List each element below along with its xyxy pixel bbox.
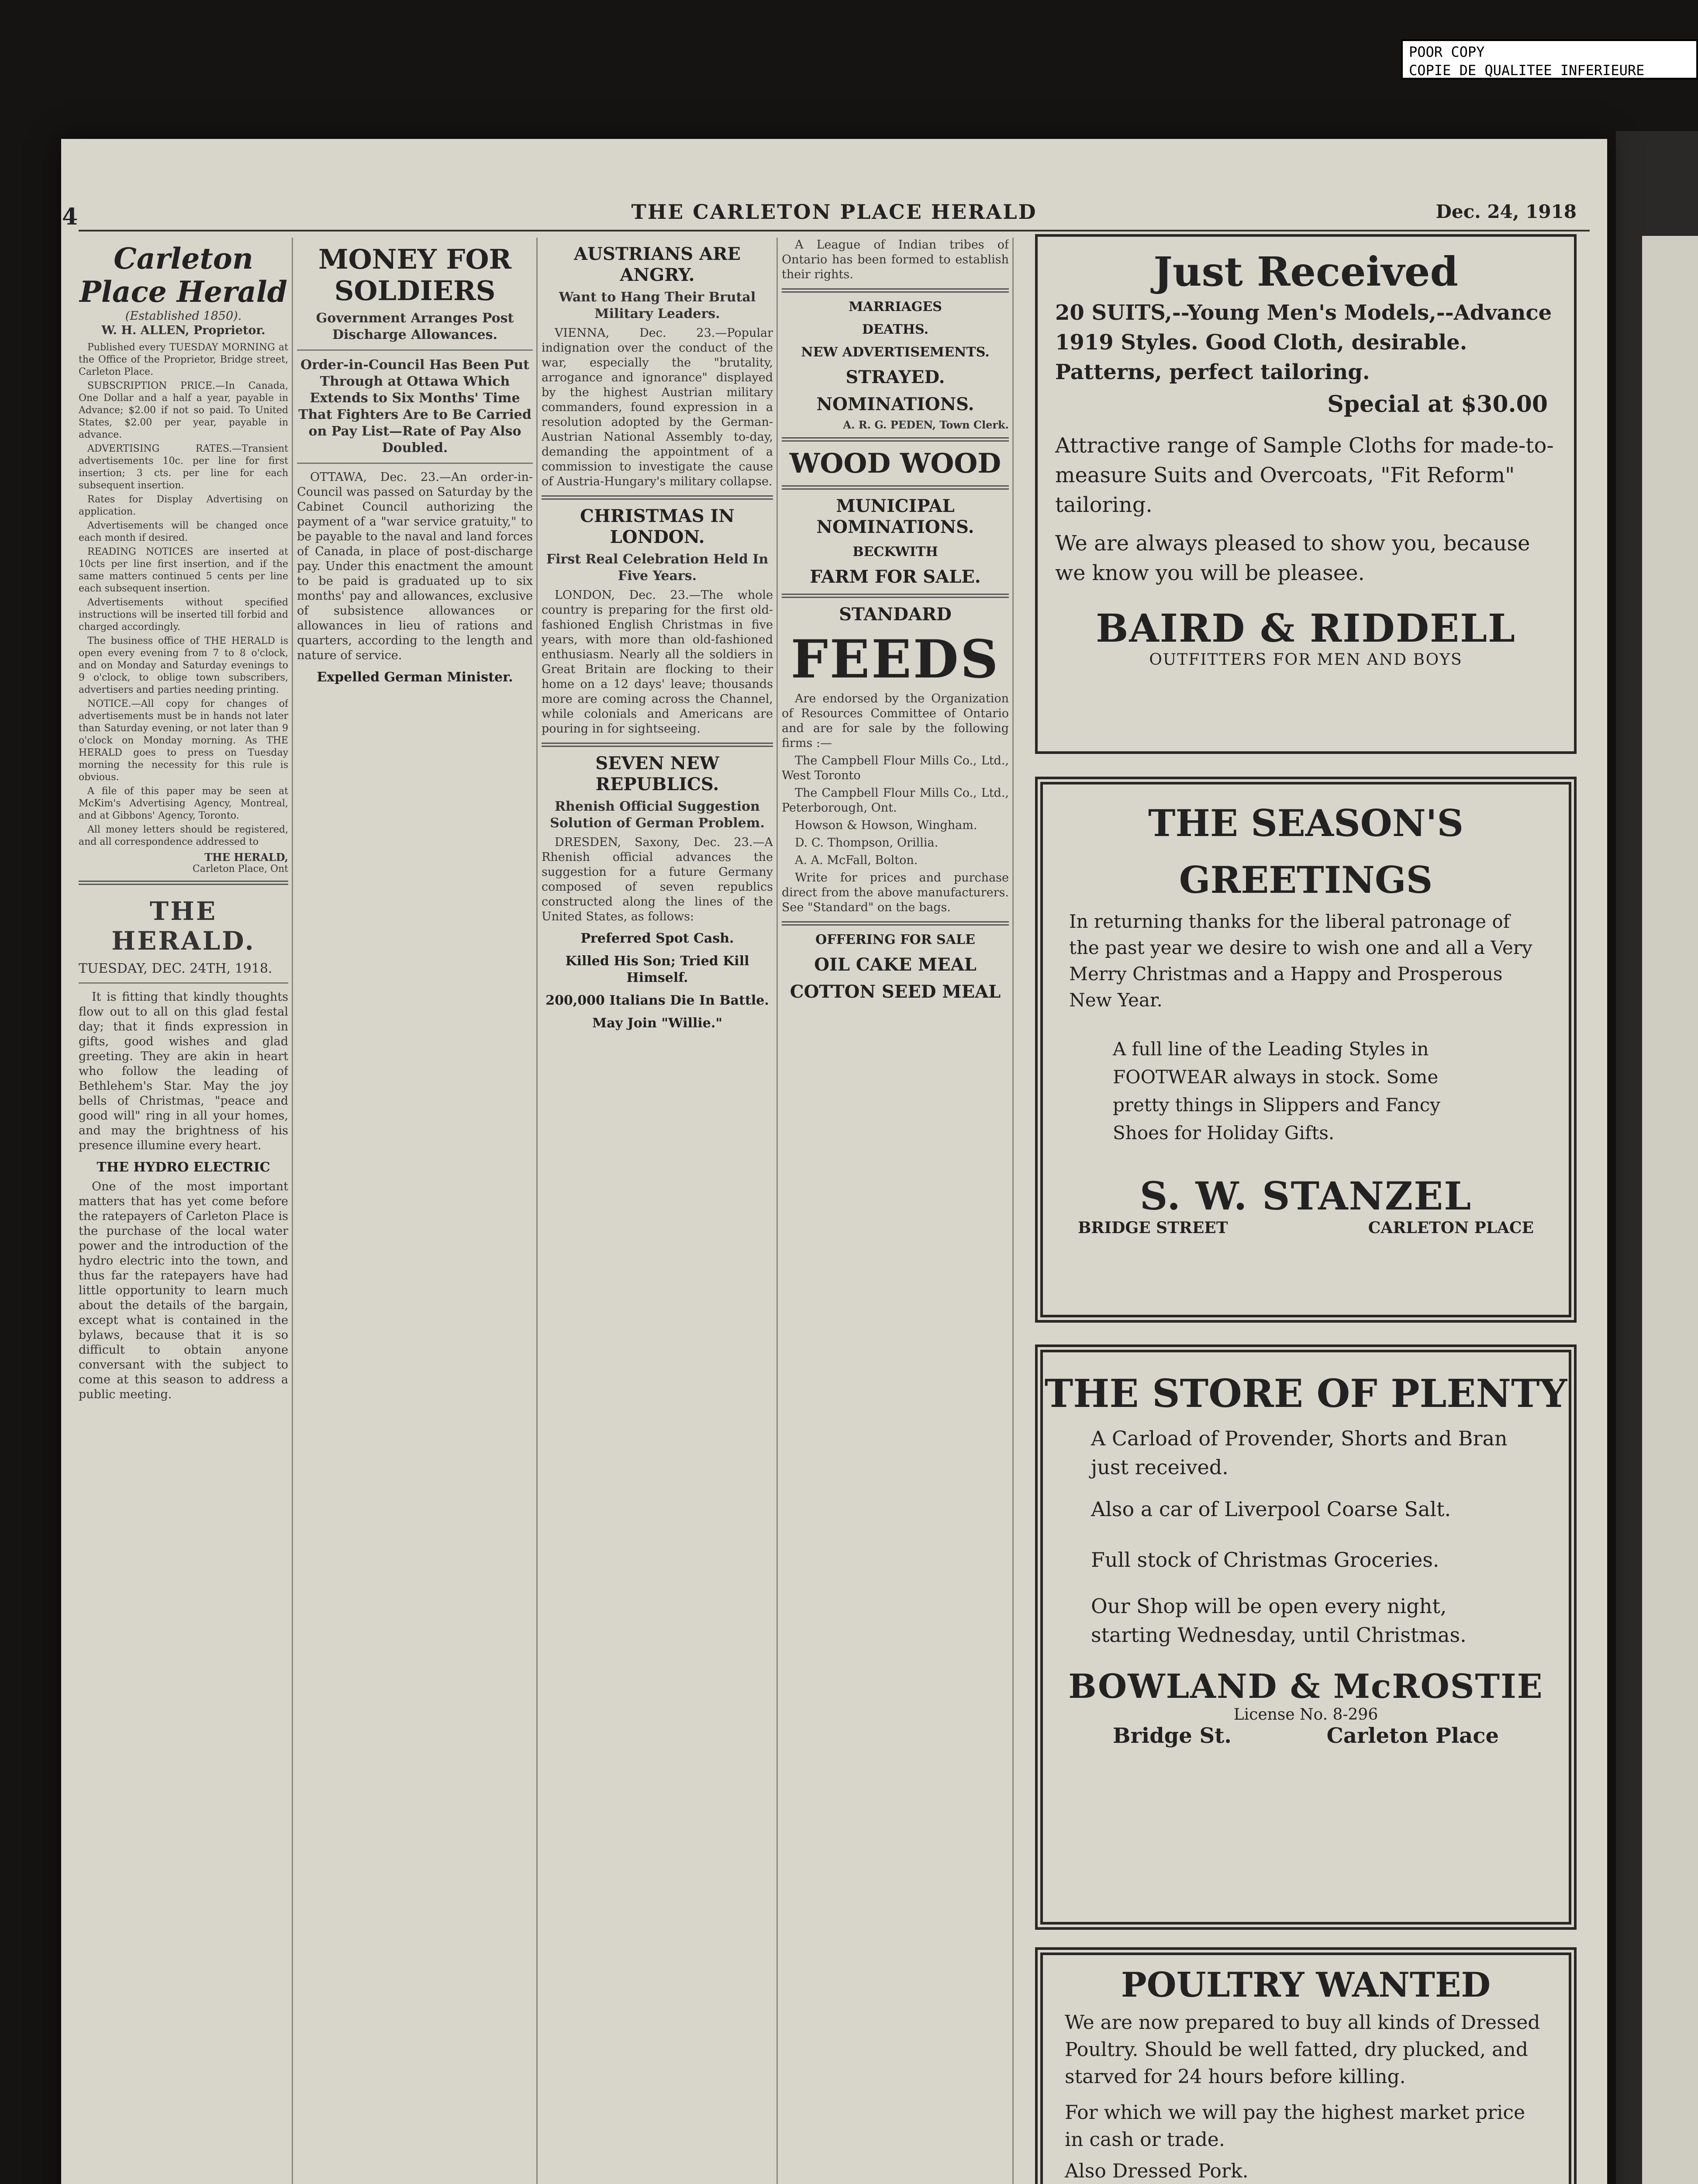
poultry-wanted-title: POULTRY WANTED xyxy=(1121,1965,1491,2005)
mcgregor-ad xyxy=(1035,1947,1577,2184)
firm-entry: The Campbell Flour Mills Co., Ltd., West Toronto xyxy=(782,754,1009,782)
groceries-line: Full stock of Christmas Groceries. xyxy=(1091,1548,1439,1572)
column-rule xyxy=(536,238,538,2184)
republics-subheading: Rhenish Official Suggestion Solution of German Problem. xyxy=(550,799,765,831)
footwear-line: A full line of the Leading Styles in FOOTWEAR always in stock. Some pretty things in Slippers and Fancy Shoes for Holiday Gifts. xyxy=(1113,1038,1440,1144)
bowland-mcrostie-ad xyxy=(1035,1344,1577,1930)
provender-line: A Carload of Provender, Shorts and Bran just received. xyxy=(1091,1427,1508,1479)
notice-paragraph: Rates for Display Advertising on application. xyxy=(79,494,288,517)
notice-paragraph: Advertisements will be changed once each month if desired. xyxy=(79,520,288,543)
sample-cloths-line: Attractive range of Sample Cloths for made-to-measure Suits and Overcoats, "Fit Reform" tailoring. xyxy=(1055,433,1554,517)
editorial-masthead: THE HERALD. xyxy=(111,896,255,956)
austrians-body xyxy=(542,326,773,489)
divider xyxy=(782,437,1009,442)
salt-line: Also a car of Liverpool Coarse Salt. xyxy=(1091,1497,1451,1521)
marriages-heading: MARRIAGES xyxy=(849,299,942,314)
masthead: Carleton Place Herald xyxy=(79,242,287,309)
soldiers-body xyxy=(297,470,533,686)
suits-line: 20 SUITS,--Young Men's Models,--Advance 1919 Styles. Good Cloth, desirable. Patterns, perfect tailoring. xyxy=(1055,301,1552,384)
christmas-london-body xyxy=(542,588,773,736)
stamp-line-2: COPIE DE QUALITEE INFERIEURE xyxy=(1409,62,1645,79)
notice-paragraph: The business office of THE HERALD is open every evening from 7 to 8 o'clock, and on Monday and Saturday evenings to 9 o'clock, to oblige town subscribers, advertisers and parties needing printing. xyxy=(79,636,288,695)
just-received-title: Just Received xyxy=(1153,248,1458,295)
divider xyxy=(782,288,1009,293)
divider xyxy=(297,463,533,464)
farm-heading: FARM FOR SALE. xyxy=(810,567,981,587)
new-advertisements-heading: NEW ADVERTISEMENTS. xyxy=(801,345,990,360)
license-number: License No. 8-296 xyxy=(1233,1706,1378,1724)
newspaper-title: THE CARLETON PLACE HERALD xyxy=(631,200,1037,224)
republics-body xyxy=(542,835,773,924)
signoff: THE HERALD, xyxy=(204,851,288,864)
notice-paragraph: Published every TUESDAY MORNING at the Office of the Proprietor, Bridge street, Carleton Place. xyxy=(79,342,288,377)
divider xyxy=(297,349,533,351)
signoff-place: Carleton Place, Ont xyxy=(192,864,288,874)
divider xyxy=(542,743,773,747)
pleased-line: We are always pleased to show you, because we know you will be pleasee. xyxy=(1055,531,1530,585)
column-notices xyxy=(782,238,1009,2184)
firm-entry: Howson & Howson, Wingham. xyxy=(795,819,977,832)
bowland-address-row xyxy=(1043,1724,1569,1748)
republics-heading: SEVEN NEW REPUBLICS. xyxy=(595,753,719,795)
divider xyxy=(782,921,1009,926)
expelled-heading: Expelled German Minister. xyxy=(317,670,513,685)
column-rule xyxy=(777,238,778,2184)
stanzel-name: S. W. STANZEL xyxy=(1139,1173,1472,1219)
column-rule xyxy=(1012,238,1014,2184)
notice-paragraph: NOTICE.—All copy for changes of advertisements must be in hands not later than Saturday evening, or not later than 9 o'clock on Monday morning. As THE HERALD goes to press on Tuesday morning the necessity for this rule is obvious. xyxy=(79,698,288,783)
notice-paragraph: SUBSCRIPTION PRICE.—In Canada, One Dollar and a half a year, payable in Advance; $2.00 if not so paid. To United States, $2.00 per year, payable in advance. xyxy=(79,380,288,440)
issue-date: Dec. 24, 1918 xyxy=(1436,201,1577,222)
divider xyxy=(782,594,1009,598)
austrians-subheading: Want to Hang Their Brutal Military Leaders. xyxy=(559,290,756,321)
deaths-heading: DEATHS. xyxy=(862,322,929,337)
shop-hours-line: Our Shop will be open every night, starting Wednesday, until Christmas. xyxy=(1091,1594,1467,1647)
strayed-heading: STRAYED. xyxy=(846,367,945,387)
notice-paragraph: A file of this paper may be seen at McKim's Advertising Agency, Montreal, and at Gibbons' Agency, Toronto. xyxy=(79,786,288,821)
editorial-paragraph: It is fitting that kindly thoughts flow out to all on this glad festal day; that it finds expression in gifts, good wishes and glad greeting. They are akin in heart who follow the leading of Bethlehem's Star. May the joy bells of Christmas, "peace and good will" ring in all your homes, and may the brightness of his presence illumine every heart. xyxy=(79,990,288,1152)
column-masthead xyxy=(79,238,288,2184)
firm-entry: D. C. Thompson, Orillia. xyxy=(795,836,939,850)
republics-paragraph: DRESDEN, Saxony, Dec. 23.—A Rhenish official advances the suggestion for a future Germany composed of seven republics constructed along the lines of the United States, as follows: xyxy=(542,836,773,923)
austrians-heading: AUSTRIANS ARE ANGRY. xyxy=(574,244,741,285)
seasons-greetings-title: THE SEASON'S GREETINGS xyxy=(1148,802,1463,902)
hydro-heading: THE HYDRO ELECTRIC xyxy=(97,1160,270,1175)
newspaper-page xyxy=(61,139,1607,2184)
wood-heading: WOOD WOOD xyxy=(789,447,1001,479)
killed-son-heading: Killed His Son; Tried Kill Himself. xyxy=(565,954,749,985)
poor-copy-stamp xyxy=(1401,39,1698,79)
pork-line: Also Dressed Pork. xyxy=(1065,2160,1249,2182)
column-rule xyxy=(292,238,293,2184)
bowland-mcrostie-name: BOWLAND & McROSTIE xyxy=(1068,1667,1543,1706)
special-price: Special at $30.00 xyxy=(1327,391,1548,418)
price-line: For which we will pay the highest market price in cash or trade. xyxy=(1065,2101,1525,2151)
bowland-street: Bridge St. xyxy=(1113,1724,1232,1748)
cotton-seed-heading: COTTON SEED MEAL xyxy=(790,981,1001,1002)
oil-cake-heading: OIL CAKE MEAL xyxy=(814,954,977,975)
hydro-paragraph: One of the most important matters that has yet come before the ratepayers of Carleton Place is the purchase of the local water power and the introduction of the hydro electric into the town, and thus far the ratepayers have had little opportunity to learn much about the details of the bargain, except what is contained in the bylaws, because that it is so difficult to obtain anyone conversant with the subject to come at this season to address a public meeting. xyxy=(79,1180,288,1401)
austrians-paragraph: VIENNA, Dec. 23.—Popular indignation over the conduct of the war, especially the "brutality, arrogance and ignorance" displayed by the highest Austrian military commanders, found expression in a resolution adopted by the German-Austrian National Assembly to-day, demanding the appointment of a commission to investigate the cause of Austria-Hungary's military collapse. xyxy=(542,326,773,488)
divider xyxy=(79,881,288,885)
bowland-town: Carleton Place xyxy=(1326,1724,1499,1748)
divider xyxy=(79,982,288,984)
page-number: 4 xyxy=(62,204,78,230)
christmas-london-heading: CHRISTMAS IN LONDON. xyxy=(580,506,735,547)
divider xyxy=(782,485,1009,490)
stanzel-street: BRIDGE STREET xyxy=(1078,1219,1228,1237)
offering-heading: OFFERING FOR SALE xyxy=(815,932,975,947)
column-soldiers xyxy=(297,238,533,2184)
editorial-body xyxy=(79,990,288,1402)
municipal-heading: MUNICIPAL NOMINATIONS. xyxy=(816,496,974,537)
soldiers-heading: MONEY FOR SOLDIERS xyxy=(318,243,511,307)
soldiers-lead: Order-in-Council Has Been Put Through at Ottawa Which Extends to Six Months' Time That Fighters Are to Be Carried on Pay List—Rate of Pay Also Doubled. xyxy=(298,357,531,456)
proprietor-line: W. H. ALLEN, Proprietor. xyxy=(101,324,266,337)
firm-entry: A. A. McFall, Bolton. xyxy=(795,854,918,867)
notice-paragraph: READING NOTICES are inserted at 10cts per line first insertion, and if the same matters continued 5 cents per line each subsequent insertion. xyxy=(79,546,288,594)
established-line: (Established 1850). xyxy=(125,309,242,323)
column-news xyxy=(542,238,773,2184)
notices-intro xyxy=(782,238,1009,282)
adjacent-page-strip xyxy=(1642,236,1698,2184)
notice-paragraph: All money letters should be registered, and all correspondence addressed to xyxy=(79,824,288,847)
edition-date: TUESDAY, DEC. 24TH, 1918. xyxy=(79,961,273,976)
intro-paragraph: A League of Indian tribes of Ontario has been formed to establish their rights. xyxy=(782,238,1009,281)
feeds-body xyxy=(782,691,1009,915)
beckwith-heading: BECKWITH xyxy=(852,544,938,560)
baird-riddell-ad xyxy=(1035,234,1577,754)
stanzel-town: CARLETON PLACE xyxy=(1368,1219,1534,1237)
baird-riddell-tagline: OUTFITTERS FOR MEN AND BOYS xyxy=(1149,651,1463,669)
publication-notices xyxy=(79,342,288,848)
baird-riddell-name: BAIRD & RIDDELL xyxy=(1096,605,1516,651)
firm-entry: The Campbell Flour Mills Co., Ltd., Peterborough, Ont. xyxy=(782,786,1009,815)
feeds-footer: Write for prices and purchase direct from the above manufacturers. See "Standard" on the bags. xyxy=(782,871,1009,914)
spot-cash-heading: Preferred Spot Cash. xyxy=(580,931,734,946)
nominations-heading: NOMINATIONS. xyxy=(816,394,974,415)
feeds-heading: FEEDS xyxy=(790,629,1000,690)
nominations-signoff: A. R. G. PEDEN, Town Clerk. xyxy=(843,418,1009,431)
soldiers-subheading: Government Arranges Post Discharge Allowances. xyxy=(316,311,514,342)
standard-heading: STANDARD xyxy=(839,604,952,625)
poultry-line: We are now prepared to buy all kinds of Dressed Poultry. Should be well fatted, dry plucked, and starved for 24 hours before killing. xyxy=(1065,2011,1540,2088)
stanzel-ad xyxy=(1035,777,1577,1323)
notice-paragraph: Advertisements without specified instructions will be inserted till forbid and charged accordingly. xyxy=(79,597,288,632)
feeds-paragraph: Are endorsed by the Organization of Resources Committee of Ontario and are for sale by the following firms :— xyxy=(782,692,1009,750)
divider xyxy=(542,495,773,500)
soldiers-paragraph: OTTAWA, Dec. 23.—An order-in-Council was passed on Saturday by the Cabinet Council authorizing the payment of a "war service gratuity," to be payable to the naval and land forces of Canada, in place of post-discharge pay. Under this enactment the amount to be paid is graduated up to six months' pay and allowances, exclusive of subsistence allowances or allowances in lieu of rations and quarters, according to the length and nature of service. xyxy=(297,470,533,662)
greetings-line: In returning thanks for the liberal patronage of the past year we desire to wish one and all a Very Merry Christmas and a Happy and Prosperous New Year. xyxy=(1069,911,1532,1011)
notice-paragraph: ADVERTISING RATES.—Transient advertisements 10c. per line for first insertion; 3 cts. per line for each subsequent insertion. xyxy=(79,443,288,491)
christmas-london-subheading: First Real Celebration Held In Five Years. xyxy=(546,552,769,584)
header-rule xyxy=(79,230,1590,232)
join-willie-heading: May Join "Willie." xyxy=(592,1016,722,1031)
stanzel-address-row xyxy=(1043,1219,1569,1237)
christmas-london-paragraph: LONDON, Dec. 23.—The whole country is preparing for the first old-fashioned English Christmas in five years, with more than old-fashioned enthusiasm. Nearly all the soldiers in Great Britain are flocking to their home on a 12 days' leave; thousands more are coming across the Channel, while colonials and Americans are pouring in for sightseeing. xyxy=(542,588,773,736)
stamp-line-1: POOR COPY xyxy=(1409,44,1485,60)
store-of-plenty-title: THE STORE OF PLENTY xyxy=(1044,1371,1567,1416)
italians-heading: 200,000 Italians Die In Battle. xyxy=(545,993,769,1008)
